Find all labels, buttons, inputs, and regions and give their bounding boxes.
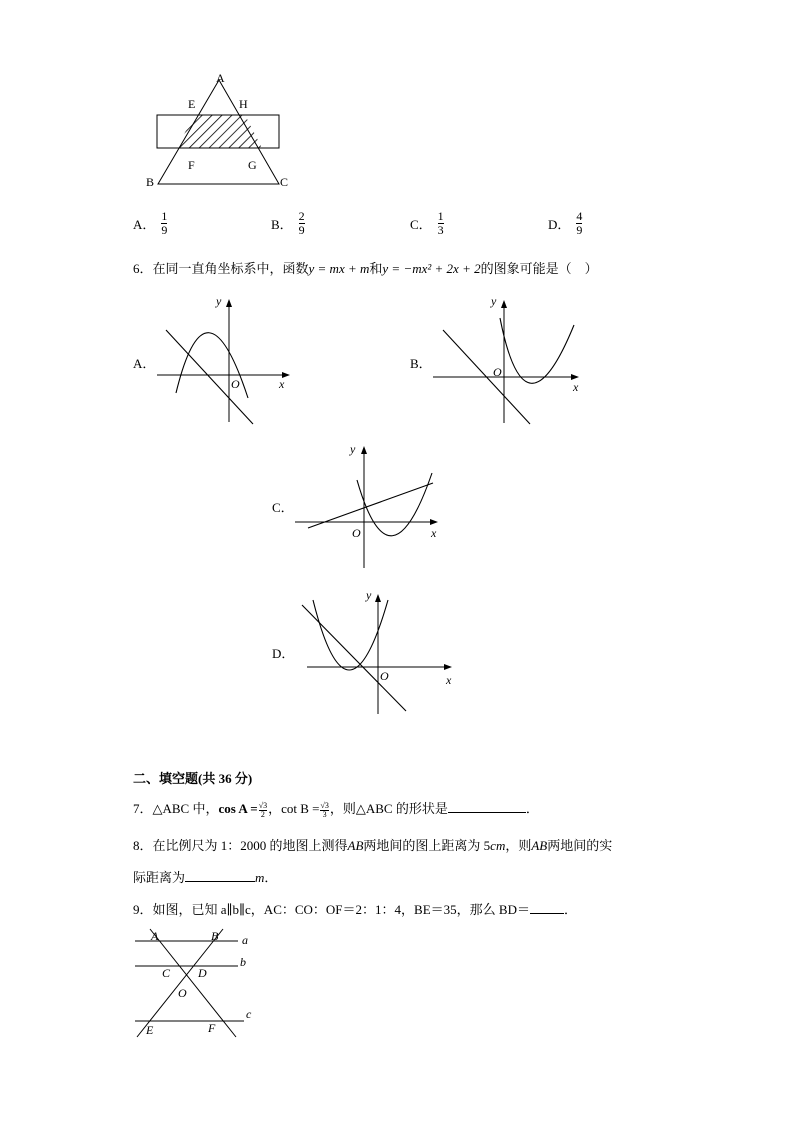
q5-option-b[interactable]: [271, 210, 305, 236]
label-d-point: D: [198, 966, 207, 980]
q6-question: 6．在同一直角坐标系中，函数y = mx + m和y = −mx² + 2x + 2的图象可能是（ ）: [133, 261, 598, 276]
q6-graph-a[interactable]: [150, 292, 295, 427]
label-e-point: E: [146, 1023, 154, 1037]
section-title: 二、填空题(共 36 分): [133, 771, 253, 786]
y-arrow: [361, 446, 367, 454]
y-arrow: [226, 299, 232, 307]
label-c-point: C: [162, 966, 171, 980]
x-label: x: [279, 377, 285, 391]
origin-label: O: [380, 669, 389, 683]
x-label: x: [431, 526, 437, 540]
parabola: [500, 318, 574, 383]
option-fraction: $\frac{1}{9}$: [161, 209, 168, 237]
option-letter: D．: [548, 216, 571, 232]
triangle-rectangle-figure: [140, 68, 300, 190]
q5-option-a[interactable]: [133, 210, 167, 236]
line: [308, 483, 433, 528]
option-fraction: $\frac{2}{9}$: [298, 209, 305, 237]
option-fraction: $\frac{1}{3}$: [437, 209, 444, 237]
x-arrow: [430, 519, 438, 525]
x-arrow: [444, 664, 452, 670]
label-a: A: [216, 71, 225, 85]
y-label: y: [216, 294, 222, 308]
answer-blank[interactable]: [448, 812, 526, 813]
option-letter: B．: [271, 216, 293, 232]
label-b-line: b: [240, 955, 246, 969]
label-a-line: a: [242, 933, 248, 947]
q5-option-c[interactable]: [410, 210, 444, 236]
q6-graph-d[interactable]: [295, 585, 460, 720]
parabola: [357, 473, 432, 536]
q6-option-c-label[interactable]: C．: [272, 500, 294, 515]
label-g: G: [248, 158, 257, 172]
x-label: x: [446, 673, 452, 687]
y-label: y: [366, 588, 372, 602]
option-fraction: $\frac{4}{9}$: [576, 209, 583, 237]
y-label: y: [350, 442, 356, 456]
q8-question-line1: 8．在比例尺为 1：2000 的地图上测得AB两地间的图上距离为 5cm，则AB两地间的实: [133, 838, 613, 853]
label-h: H: [239, 97, 248, 111]
q6-option-d-label[interactable]: D．: [272, 646, 295, 661]
q6-option-a-label[interactable]: A．: [133, 356, 156, 371]
q9-question: 9．如图，已知 a∥b∥c，AC：CO：OF＝2：1：4，BE＝35，那么 BD＝ ．: [133, 902, 577, 917]
parallel-lines-figure: [125, 920, 265, 1040]
q6-graph-b[interactable]: [425, 292, 585, 427]
label-c-line: c: [246, 1007, 252, 1021]
q5-option-d[interactable]: [548, 210, 582, 236]
y-label: y: [491, 294, 497, 308]
label-c: C: [280, 175, 289, 189]
y-arrow: [375, 594, 381, 602]
x-label: x: [573, 380, 579, 394]
y-arrow: [501, 300, 507, 308]
answer-blank[interactable]: [530, 913, 564, 914]
label-b-point: B: [211, 929, 219, 943]
q6-graph-c[interactable]: [288, 437, 448, 572]
origin-label: O: [493, 365, 502, 379]
origin-label: O: [231, 377, 240, 391]
label-o-point: O: [178, 986, 187, 1000]
line: [166, 330, 253, 424]
line: [302, 605, 406, 711]
q7-question: 7．△ABC 中，cos A = $\frac{√3}{2}$ ，cot B = $\frac{√3}{3}$ ，则△ABC 的形状是 ．: [133, 800, 539, 819]
origin-label: O: [352, 526, 361, 540]
label-a-point: A: [151, 929, 159, 943]
label-e: E: [188, 97, 196, 111]
option-letter: C．: [410, 216, 432, 232]
option-letter: A．: [133, 216, 156, 232]
label-f-point: F: [208, 1021, 216, 1035]
answer-blank[interactable]: [185, 881, 255, 882]
parabola: [313, 600, 388, 670]
label-f: F: [188, 158, 195, 172]
q8-question-line2: 际距离为 m．: [133, 870, 278, 885]
q6-option-b-label[interactable]: B．: [410, 356, 432, 371]
label-b: B: [146, 175, 155, 189]
